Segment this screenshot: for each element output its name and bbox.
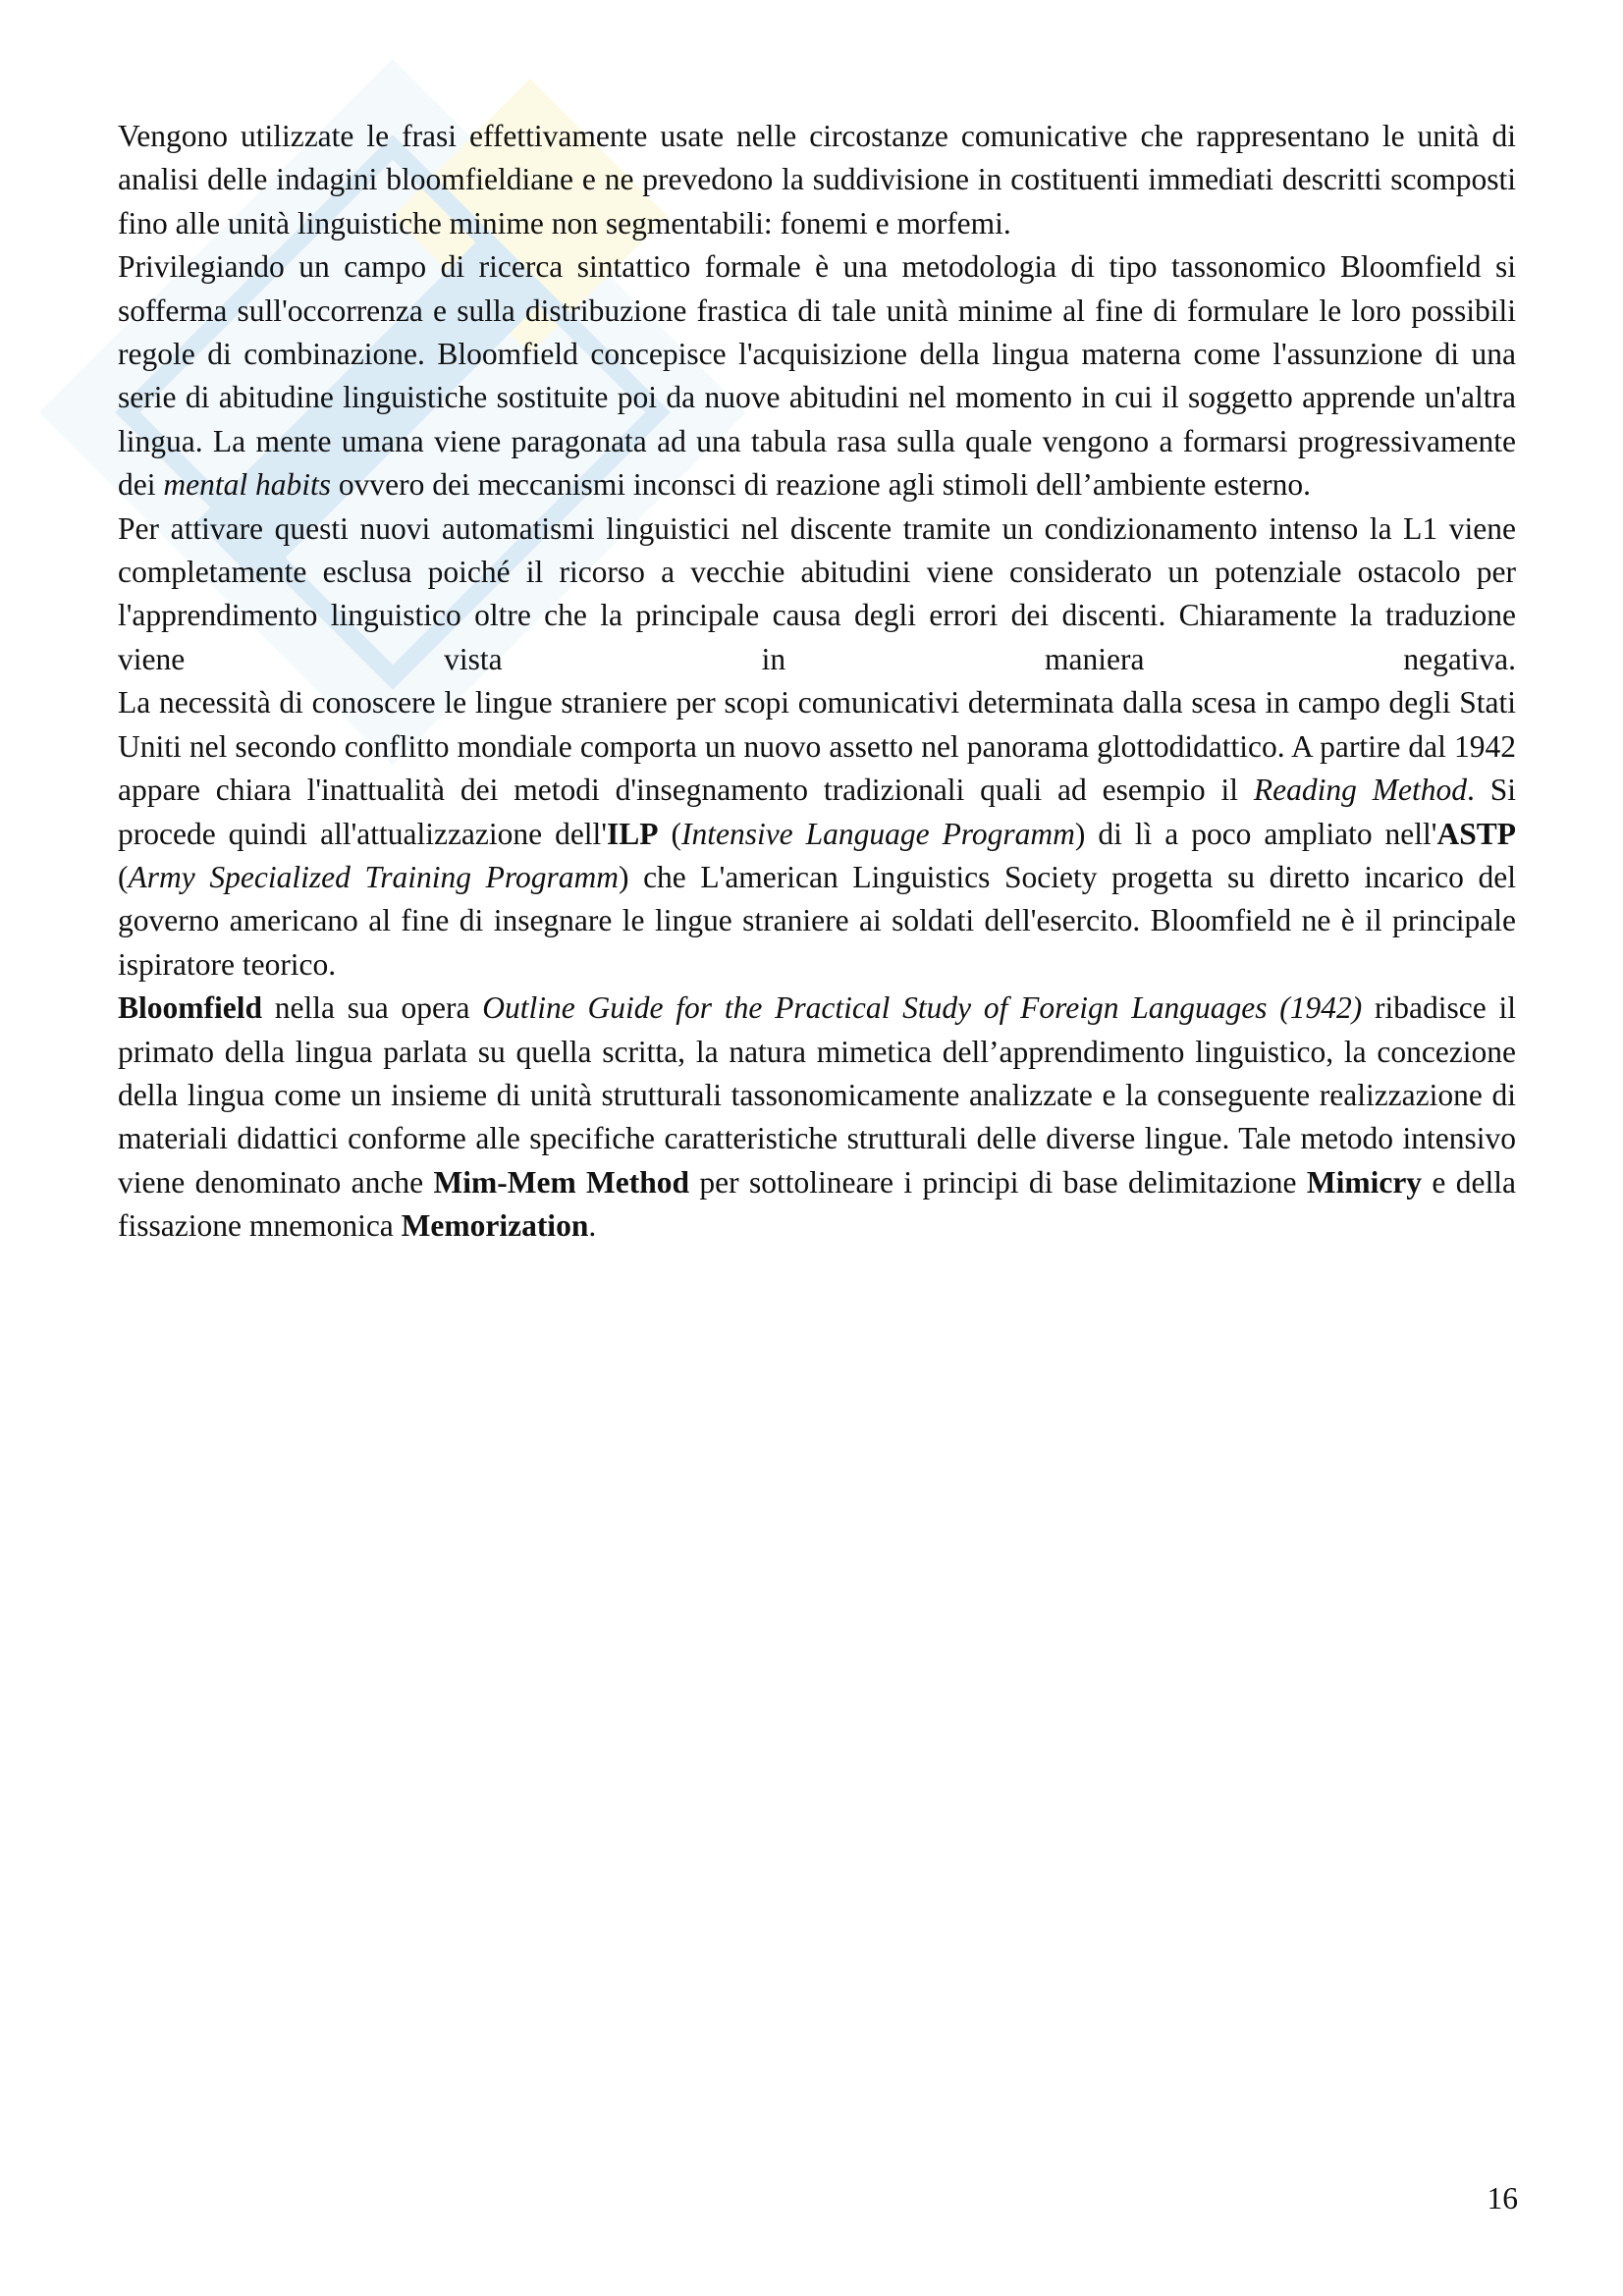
- bold-text-run: ASTP: [1436, 816, 1516, 851]
- italic-text-run: mental habits: [163, 467, 331, 503]
- document-body: [118, 115, 1516, 1249]
- text-run: (: [118, 859, 129, 894]
- italic-text-run: Intensive Language Programm: [680, 816, 1075, 851]
- text-run: (: [658, 816, 681, 851]
- text-run: ) che L'american Linguistics Society progetta su diretto incarico del governo americano al fine di insegnare le lingue straniere ai soldati dell'esercito. Bloomfield ne è il principale ispiratore teorico.: [118, 859, 1516, 982]
- bold-text-run: Bloomfield: [118, 990, 262, 1026]
- italic-text-run: Army Specialized Training Programm: [128, 859, 619, 894]
- paragraph: [118, 245, 1516, 507]
- paragraph: [118, 507, 1516, 682]
- bold-text-run: Mim-Mem Method: [433, 1164, 690, 1200]
- text-run: Per attivare questi nuovi automatismi linguistici nel discente tramite un condizionamento intenso la L1 viene completamente esclusa poiché il ricorso a vecchie abitudini viene considerato un potenziale ostacolo per l'apprendimento linguistico oltre che la principale causa degli errori dei discenti. Chiaramente la traduzione viene vista in maniera negativa.: [118, 510, 1516, 676]
- text-run: La necessità di conoscere le lingue straniere per scopi comunicativi determinata dalla scesa in campo degli Stati Uniti nel secondo conflitto mondiale comporta un nuovo assetto nel panorama glottodidattico. A partire dal 1942 appare chiara l'inattualità dei metodi d'insegnamento tradizionali quali ad esempio il: [118, 685, 1516, 808]
- italic-text-run: Outline Guide for the Practical Study of Foreign Languages (1942): [482, 990, 1363, 1026]
- paragraph: [118, 681, 1516, 987]
- text-run: ribadisce il primato della lingua parlata su quella scritta, la natura mimetica dell’apprendimento linguistico, la concezione della lingua come un insieme di unità strutturali tassonomicamente analizzate e la conseguente realizzazione di materiali didattici conforme alle specifiche caratteristiche strutturali delle diverse lingue. Tale metodo intensivo viene denominato anche: [118, 990, 1517, 1200]
- bold-text-run: ILP: [607, 816, 659, 851]
- italic-text-run: Reading Method: [1253, 773, 1467, 808]
- page-number: 16: [1487, 2181, 1518, 2216]
- paragraph: [118, 987, 1516, 1248]
- text-run: Vengono utilizzate le frasi effettivamente usate nelle circostanze comunicative che rappresentano le unità di analisi delle indagini bloomfieldiane e ne prevedono la suddivisione in costituenti immediati descritti scomposti fino alle unità linguistiche minime non segmentabili: fonemi e morfemi.: [118, 119, 1516, 240]
- bold-text-run: Mimicry: [1306, 1164, 1423, 1200]
- text-run: ) di lì a poco ampliato nell': [1074, 816, 1437, 851]
- text-run: . Si procede quindi all'attualizzazione dell': [118, 773, 1516, 851]
- bold-text-run: Memorization: [401, 1208, 589, 1244]
- text-run: .: [588, 1208, 597, 1244]
- text-run: e della fissazione mnemonica: [118, 1164, 1516, 1244]
- text-run: Privilegiando un campo di ricerca sintattico formale è una metodologia di tipo tassonomico Bloomfield si sofferma sull'occorrenza e sulla distribuzione frastica di tale unità minime al fine di formulare le loro possibili regole di combinazione. Bloomfield concepisce l'acquisizione della lingua materna come l'assunzione di una serie di abitudine linguistiche sostituite poi da nuove abitudini nel momento in cui il soggetto apprende un'altra lingua. La mente umana viene paragonata ad una tabula rasa sulla quale vengono a formarsi progressivamente dei: [118, 249, 1516, 503]
- paragraph: [118, 115, 1516, 245]
- text-run: ovvero dei meccanismi inconsci di reazione agli stimoli dell’ambiente esterno.: [330, 467, 1312, 503]
- text-run: per sottolineare i principi di base delimitazione: [689, 1164, 1307, 1200]
- text-run: nella sua opera: [262, 990, 483, 1026]
